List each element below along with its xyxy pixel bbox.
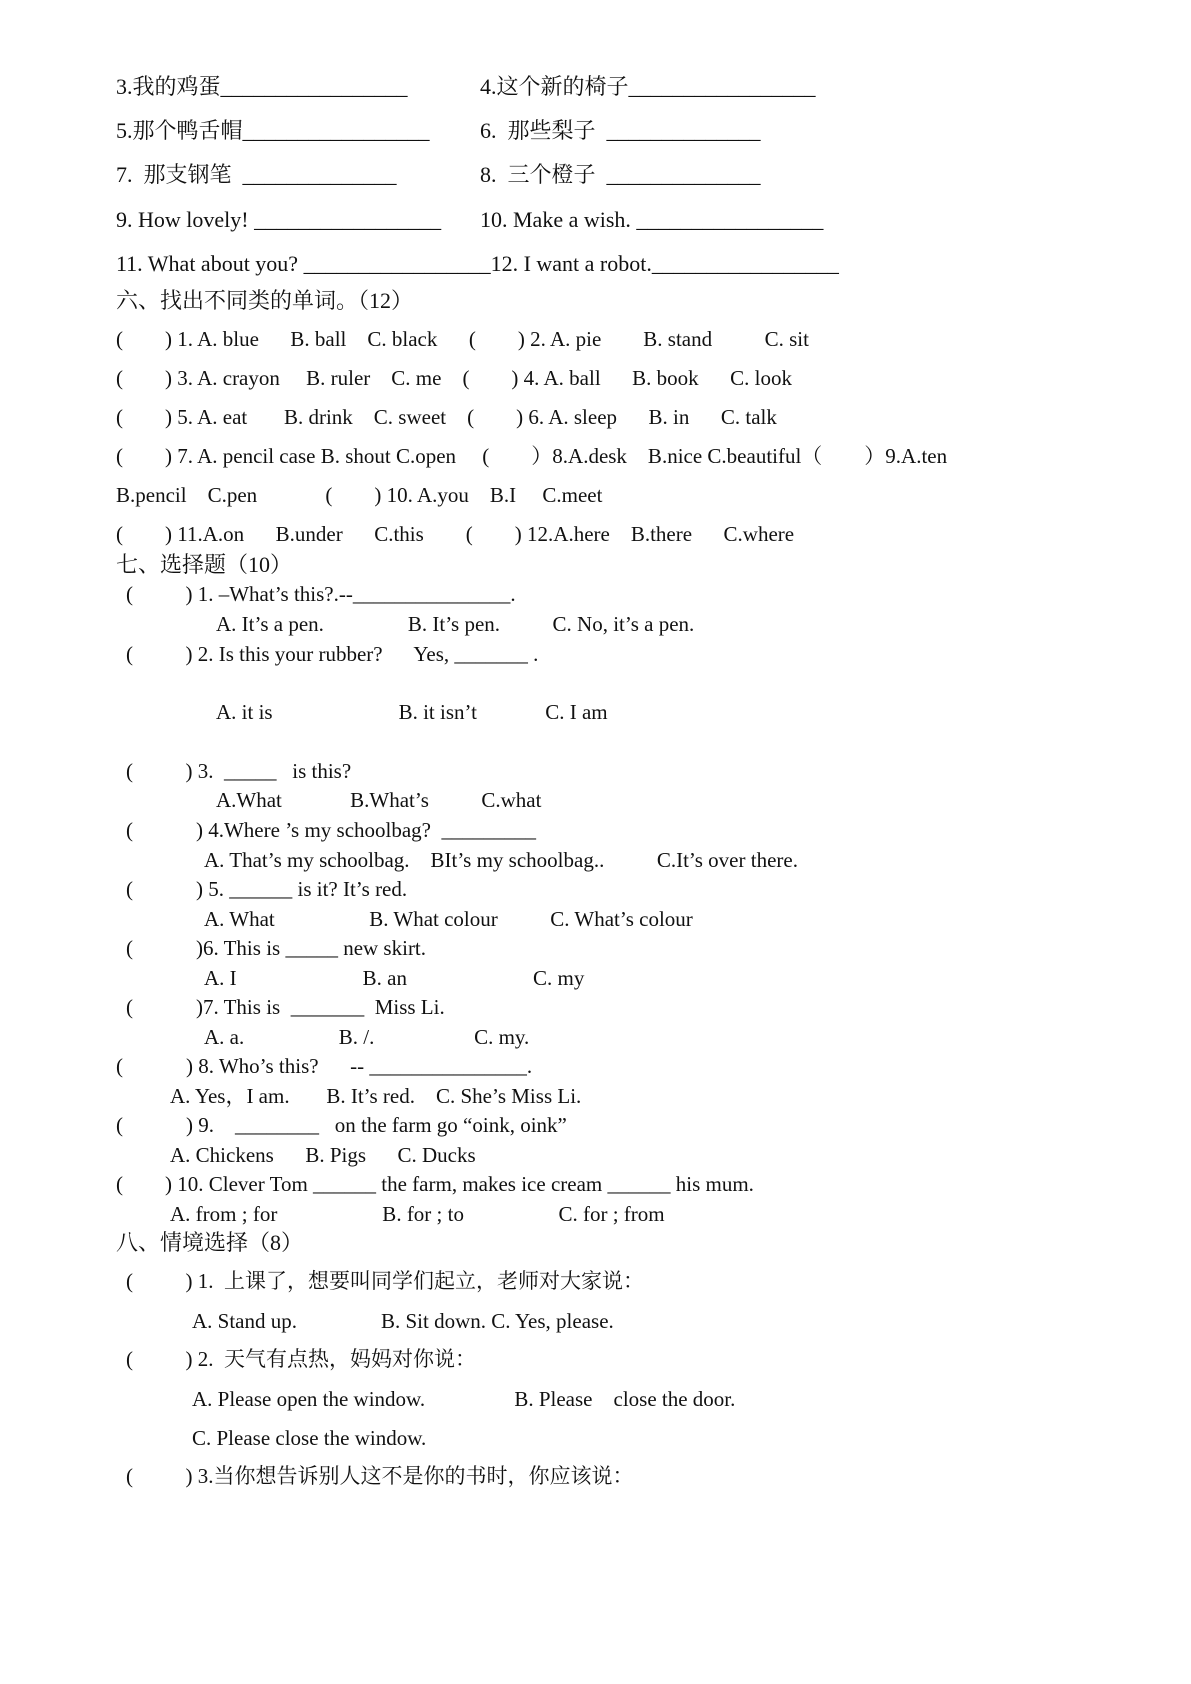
section-6-row: ( ) 3. A. crayon B. ruler C. me ( ) 4. A. ball B. book C. look: [116, 366, 793, 390]
question-line: ( ) 9. ________ on the farm go “oink, oink”: [116, 1113, 567, 1137]
section-6-title: 六、找出不同类的单词。（12）: [116, 288, 414, 313]
section-7-title: 七、选择题（10）: [116, 552, 293, 577]
section-6-row: ( ) 11.A.on B.under C.this ( ) 12.A.here B.there C.where: [116, 522, 795, 546]
translate-item-6: 6. 那些梨子 ______________: [480, 118, 761, 143]
question-line: ( ) 5. ______ is it? It’s red.: [126, 877, 408, 901]
question-line: ( ) 1. –What’s this?.--_______________.: [126, 582, 516, 606]
options-line: A.What B.What’s C.what: [216, 788, 542, 812]
translate-item-5: 5.那个鸭舌帽_________________: [116, 118, 430, 143]
section-8-title: 八、情境选择（8）: [116, 1230, 304, 1255]
translate-item-8: 8. 三个橙子 ______________: [480, 162, 761, 187]
options-line: A. I B. an C. my: [204, 966, 585, 990]
translate-item-3: 3.我的鸡蛋_________________: [116, 74, 408, 99]
question-line: ( ) 3.当你想告诉别人这不是你的书时，你应该说：: [126, 1464, 634, 1488]
question-line: ( )6. This is _____ new skirt.: [126, 936, 427, 960]
translate-item-11-12: 11. What about you? _________________12. I want a robot._________________: [116, 251, 839, 276]
section-6-row: B.pencil C.pen ( ) 10. A.you B.I C.meet: [116, 483, 603, 507]
options-line: A. a. B. /. C. my.: [204, 1025, 530, 1049]
options-line: A. It’s a pen. B. It’s pen. C. No, it’s a pen.: [216, 612, 695, 636]
question-line: ( ) 3. _____ is this?: [126, 759, 352, 783]
section-6-row: ( ) 7. A. pencil case B. shout C.open ( ）8.A.desk B.nice C.beautiful（ ）9.A.ten: [116, 444, 948, 468]
options-line: A. Please open the window. B. Please close the door.: [192, 1387, 736, 1411]
section-6-row: ( ) 5. A. eat B. drink C. sweet ( ) 6. A. sleep B. in C. talk: [116, 405, 777, 429]
translate-item-4: 4.这个新的椅子_________________: [480, 74, 816, 99]
question-line: ( ) 2. Is this your rubber? Yes, _______ .: [126, 642, 539, 666]
options-line: A. What B. What colour C. What’s colour: [204, 907, 693, 931]
options-line: A. Chickens B. Pigs C. Ducks: [170, 1143, 476, 1167]
question-line: ( ) 4.Where ’s my schoolbag? _________: [126, 818, 537, 842]
question-line: ( ) 10. Clever Tom ______ the farm, makes ice cream ______ his mum.: [116, 1172, 754, 1196]
options-line: A. That’s my schoolbag. BIt’s my schoolbag.. C.It’s over there.: [204, 848, 798, 872]
translate-item-7: 7. 那支钢笔 ______________: [116, 162, 397, 187]
question-line: ( )7. This is _______ Miss Li.: [126, 995, 445, 1019]
options-line: A. Yes，I am. B. It’s red. C. She’s Miss Li.: [170, 1084, 582, 1108]
question-line: ( ) 2. 天气有点热，妈妈对你说：: [126, 1347, 476, 1371]
question-line: ( ) 8. Who’s this? -- _______________.: [116, 1054, 533, 1078]
options-line: A. from ; for B. for ; to C. for ; from: [170, 1202, 665, 1226]
options-line: C. Please close the window.: [192, 1426, 427, 1450]
translate-item-10: 10. Make a wish. _________________: [480, 207, 824, 232]
translate-item-9: 9. How lovely! _________________: [116, 207, 442, 232]
question-line: ( ) 1. 上课了，想要叫同学们起立，老师对大家说：: [126, 1269, 644, 1293]
section-6-row: ( ) 1. A. blue B. ball C. black ( ) 2. A. pie B. stand C. sit: [116, 327, 809, 351]
options-line: A. Stand up. B. Sit down. C. Yes, please.: [192, 1309, 614, 1333]
options-line: A. it is B. it isn’t C. I am: [216, 700, 608, 724]
